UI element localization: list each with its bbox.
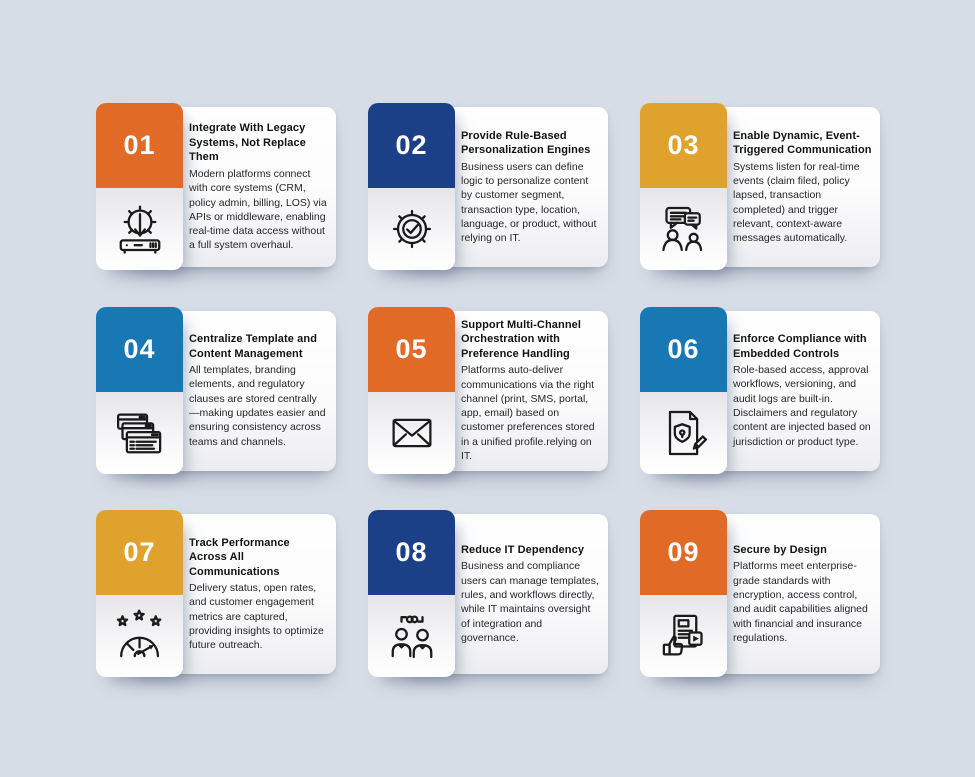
card-number-badge: 07	[96, 510, 183, 595]
card-body: Modern platforms connect with core systems (CRM, policy admin, billing, LOS) via APIs or middleware, enabling real-time data access without a full system overhaul.	[189, 167, 327, 252]
card-number-badge: 08	[368, 510, 455, 595]
card-body: Platforms meet enterprise-grade standards with encryption, access control, and audit capabilities aligned with financial and insurance regulations.	[733, 560, 868, 644]
card-body: Business users can define logic to personalize content by customer segment, transaction type, location, language, or product, without relying on IT.	[461, 160, 597, 245]
card-title: Provide Rule-Based Personalization Engines	[461, 129, 591, 157]
card-title: Support Multi-Channel Orchestration with Preference Handling	[461, 318, 582, 360]
card-rail	[368, 103, 455, 270]
feature-card	[640, 510, 880, 677]
feature-grid	[96, 103, 880, 677]
card-body: Platforms auto-deliver communications via the right channel (print, SMS, portal, app, email) based on customer preferences stored in a unified profile.relying on IT.	[461, 364, 595, 462]
secure-content-icon	[640, 595, 727, 677]
card-number-badge: 09	[640, 510, 727, 595]
card-rail	[368, 510, 455, 677]
card-rail	[96, 103, 183, 270]
card-number-badge: 06	[640, 307, 727, 392]
feature-card	[368, 307, 608, 474]
card-title: Track Performance Across All Communications	[189, 536, 290, 578]
card-body: Delivery status, open rates, and customer engagement metrics are captured, providing insights to optimize future outreach.	[189, 582, 324, 652]
feature-card	[96, 510, 336, 677]
card-body: Systems listen for real-time events (claim filed, policy lapsed, transaction completed) and trigger relevant, context-aware messages automatically.	[733, 160, 860, 245]
card-body: Role-based access, approval workflows, versioning, and audit logs are built-in. Disclaimers and regulatory content are injected based on jurisdiction or product type.	[733, 364, 871, 448]
card-title: Enable Dynamic, Event-Triggered Communication	[733, 129, 872, 157]
card-body: All templates, branding elements, and regulatory clauses are stored centrally —making updates easier and ensuring consistency across teams and channels.	[189, 364, 326, 448]
feature-card	[368, 103, 608, 270]
compliance-document-icon	[640, 392, 727, 474]
performance-gauge-icon	[96, 595, 183, 677]
legacy-integration-icon	[96, 188, 183, 270]
card-title: Enforce Compliance with Embedded Controls	[733, 333, 867, 360]
card-rail	[640, 307, 727, 474]
card-title: Integrate With Legacy Systems, Not Replace Them	[189, 122, 306, 164]
feature-card	[640, 307, 880, 474]
card-number-badge: 05	[368, 307, 455, 392]
feature-card	[368, 510, 608, 677]
envelope-icon	[368, 392, 455, 474]
card-body: Business and compliance users can manage templates, rules, and workflows directly, while IT maintains oversight of integration and governance.	[461, 560, 599, 644]
card-rail	[640, 103, 727, 270]
card-rail	[640, 510, 727, 677]
card-rail	[96, 307, 183, 474]
card-rail	[96, 510, 183, 677]
card-number-badge: 03	[640, 103, 727, 188]
feature-card	[96, 307, 336, 474]
card-rail	[368, 307, 455, 474]
rule-engine-gear-check-icon	[368, 188, 455, 270]
card-number-badge: 04	[96, 307, 183, 392]
feature-card	[96, 103, 336, 270]
event-communication-icon	[640, 188, 727, 270]
card-title: Reduce IT Dependency	[461, 543, 585, 556]
feature-card	[640, 103, 880, 270]
card-title: Centralize Template and Content Management	[189, 333, 318, 360]
card-title: Secure by Design	[733, 543, 827, 556]
collaboration-sync-icon	[368, 595, 455, 677]
template-stack-icon	[96, 392, 183, 474]
card-number-badge: 01	[96, 103, 183, 188]
card-number-badge: 02	[368, 103, 455, 188]
